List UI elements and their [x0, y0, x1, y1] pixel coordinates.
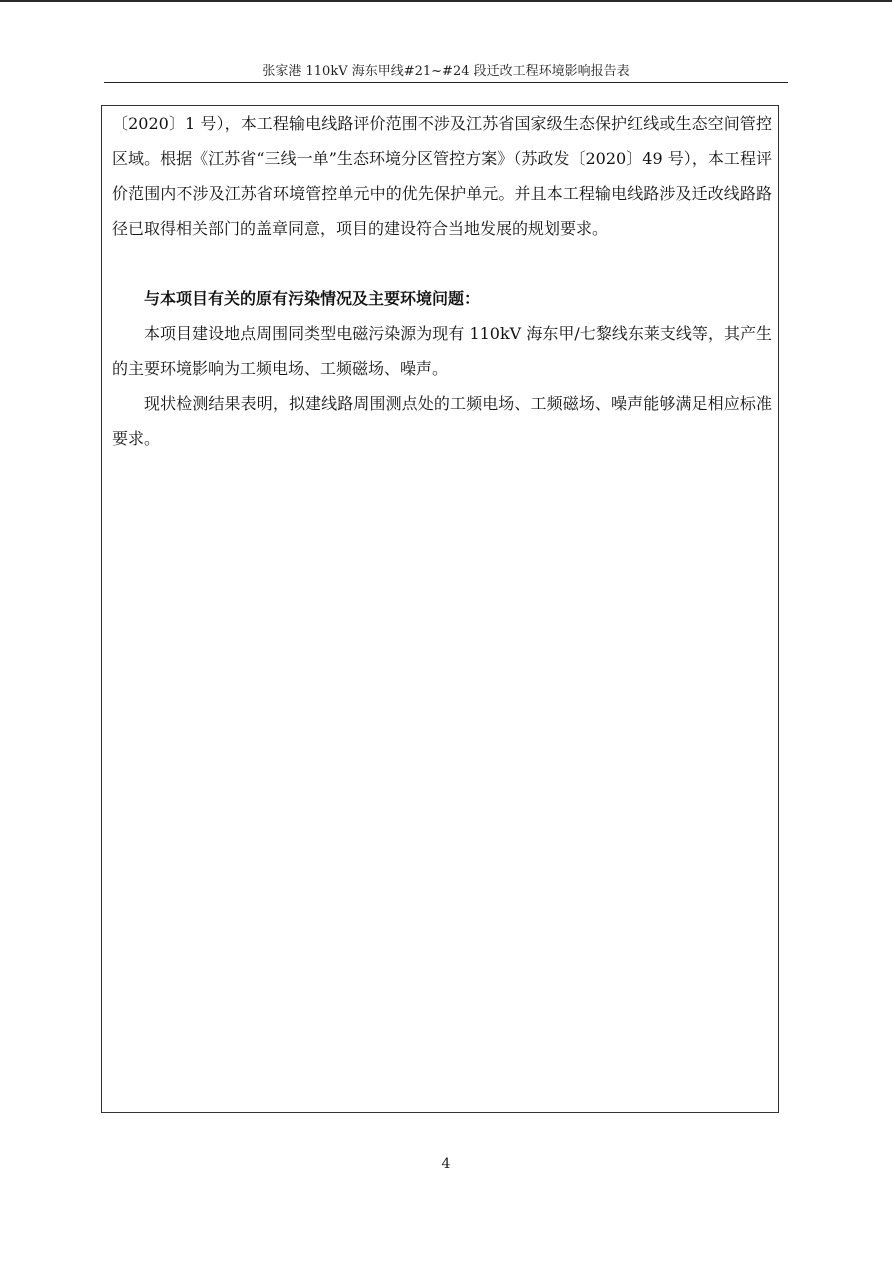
body-text	[112, 106, 772, 456]
header-divider	[104, 82, 788, 83]
paragraph-spacer	[112, 246, 772, 281]
page-number: 4	[441, 1156, 451, 1172]
page-top-border	[0, 0, 892, 2]
monitoring-results-paragraph: 现状检测结果表明，拟建线路周围测点处的工频电场、工频磁场、噪声能够满足相应标准要求。	[112, 394, 772, 448]
content-table-cell	[101, 105, 779, 1113]
pollution-sources-paragraph: 本项目建设地点周围同类型电磁污染源为现有 110kV 海东甲/七黎线东莱支线等，其产生的主要环境影响为工频电场、工频磁场、噪声。	[112, 324, 772, 378]
section-heading: 与本项目有关的原有污染情况及主要环境问题：	[144, 289, 481, 308]
continuation-paragraph: 〔2020〕1 号），本工程输电线路评价范围不涉及江苏省国家级生态保护红线或生态空间管控区域。根据《江苏省“三线一单”生态环境分区管控方案》（苏政发〔2020〕49 号），本工程评价范围内不涉及江苏省环境管控单元中的优先保护单元。并且本工程输电线路涉及迁改线路路径已取得相关部门的盖章同意，项目的建设符合当地发展的规划要求。	[112, 114, 772, 238]
running-header: 张家港 110kV 海东甲线#21~#24 段迁改工程环境影响报告表	[262, 64, 630, 79]
